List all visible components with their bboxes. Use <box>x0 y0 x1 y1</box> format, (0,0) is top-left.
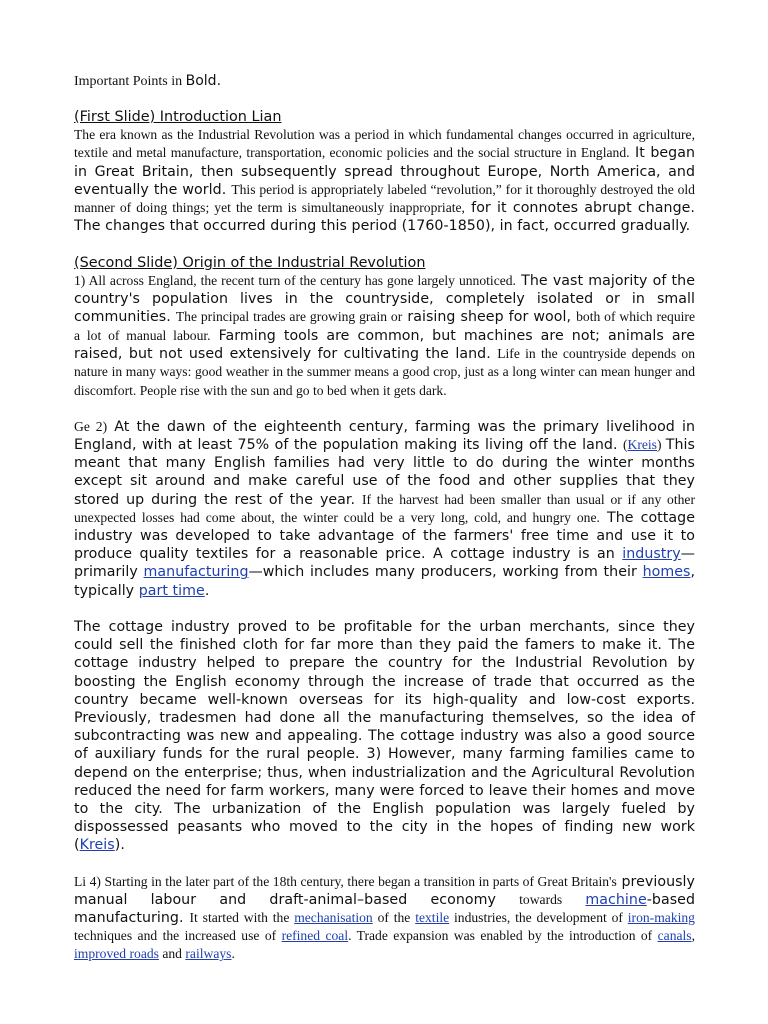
text-run: ( <box>623 437 628 453</box>
link-machine[interactable]: machine <box>585 891 647 908</box>
link-railways[interactable]: railways <box>185 946 232 962</box>
text-run: , typically <box>74 564 695 599</box>
text-run: If the harvest had been smaller than usual or if any other unexpected losses had come about, the winter could be a very long, cold, and hungry one. <box>74 491 695 525</box>
text-run: Life in the countryside depends on nature in many ways: good weather in the summer means a good crop, just as a long winter can mean hunger and discomfort. People rise with the sun and go to bed when it gets dark. <box>74 345 696 398</box>
second-slide-paragraph-3 <box>74 618 695 855</box>
link-industry[interactable]: industry <box>622 546 681 563</box>
link-manufacturing[interactable]: manufacturing <box>143 564 249 581</box>
document-title <box>74 72 695 91</box>
link-homes[interactable]: homes <box>642 564 691 581</box>
title-bold-word: Bold. <box>185 73 222 89</box>
link-improved-roads[interactable]: improved roads <box>74 946 159 962</box>
text-run: 1) All across England, the recent turn of the century has gone largely unnoticed. <box>74 272 516 288</box>
text-run: —which includes many producers, working from their <box>248 564 643 581</box>
text-run: . <box>231 946 235 962</box>
text-run: ). <box>114 837 125 854</box>
text-run: —primarily <box>74 546 695 581</box>
text-run: . Trade expansion was enabled by the introduction of <box>348 928 658 944</box>
link-part-time[interactable]: part time <box>138 582 205 599</box>
link-refined-coal[interactable]: refined coal <box>281 928 349 944</box>
text-run: Ge 2) <box>74 418 108 434</box>
text-run: industries, the development of <box>449 909 628 925</box>
text-run: The era known as the Industrial Revolution was a period in which fundamental changes occurred in agriculture, textile and metal manufacture, transportation, economic policies and the social structure in England. <box>74 127 695 161</box>
text-run: both of which require a lot of manual labour. <box>74 309 695 343</box>
link-mechanisation[interactable]: mechanisation <box>294 909 373 925</box>
second-slide-paragraph-1 <box>74 272 695 400</box>
text-run: . <box>204 582 210 599</box>
second-slide-paragraph-4 <box>74 873 695 964</box>
text-run: The vast majority of the country's population lives in the countryside, completely isolated or in small communities. <box>74 272 695 326</box>
text-run: , <box>691 928 695 944</box>
link-canals[interactable]: canals <box>657 928 692 944</box>
text-run: The cottage industry proved to be profitable for the urban merchants, since they could sell the finished cloth for far more than they paid the famers to make it. The cottage industry helped to prepare the country for the Industrial Revolution by boosting the English economy through the increase of trade that occurred as the country became well-known overseas for its high-quality and low-cost exports. Previously, tradesmen had done all the manufacturing themselves, so the idea of subcontracting was new and appealing. The cottage industry was also a good source of auxiliary funds for the rural people. 3) However, many farming families came to depend on the enterprise; thus, when industrialization and the Agricultural Revolution reduced the need for farm workers, many were forced to leave their homes and move to the city. The urbanization of the English population was largely fueled by dispossessed peasants who moved to the city in the hopes of finding new work ( <box>74 618 695 854</box>
link-kreis[interactable]: Kreis <box>627 437 657 453</box>
second-slide-heading: (Second Slide) Origin of the Industrial Revolution <box>74 254 426 271</box>
link-textile[interactable]: textile <box>415 909 450 925</box>
link-iron-making[interactable]: iron-making <box>627 909 695 925</box>
text-run: It began in Great Britain, then subsequently spread throughout Europe, North America, and eventually the world. <box>74 145 695 198</box>
text-run: The cottage industry was developed to take advantage of the farmers' free time and use it to produce quality textiles for a reasonable price. A cottage industry is an <box>74 509 695 563</box>
text-run: At the dawn of the eighteenth century, farming was the primary livelihood in England, with at least 75% of the population making its living off the land. <box>74 418 695 454</box>
text-run: This meant that many English families had very little to do during the winter months except sit around and make careful use of the food and other supplies that they stored up during the rest of the year. <box>74 437 695 508</box>
text-run: Li 4) Starting in the later part of the 18th century, there began a transition in parts of Great Britain's <box>74 873 617 889</box>
text-run: and <box>158 946 186 962</box>
second-slide-paragraph-2 <box>74 418 695 600</box>
first-slide-paragraph <box>74 126 695 236</box>
text-run <box>562 892 585 908</box>
text-run: It started with the <box>189 909 295 925</box>
link-kreis-2[interactable]: Kreis <box>79 837 115 854</box>
text-run: raising sheep for wool, <box>402 309 577 326</box>
text-run: ) <box>656 437 666 453</box>
title-text: Important Points in <box>74 74 186 89</box>
text-run: previously manual labour and draft-animal–based economy <box>74 873 695 908</box>
text-run: This period is appropriately labeled “revolution,” for it thoroughly destroyed the old manner of doing things; yet the term is simultaneously inappropriate, <box>74 181 695 216</box>
text-run: The principal trades are growing grain or <box>175 309 403 325</box>
text-run: for it connotes abrupt change. The changes that occurred during this period (1760-1850), in fact, occurred gradually. <box>74 200 695 235</box>
text-run: techniques and the increased use of <box>74 928 282 944</box>
text-run: Farming tools are common, but machines are not; animals are raised, but not used extensively for cultivating the land. <box>74 327 695 362</box>
text-run: towards <box>519 891 563 907</box>
text-run: -based manufacturing. <box>74 891 695 926</box>
first-slide-heading: (First Slide) Introduction Lian <box>74 109 282 125</box>
text-run: of the <box>372 909 416 925</box>
